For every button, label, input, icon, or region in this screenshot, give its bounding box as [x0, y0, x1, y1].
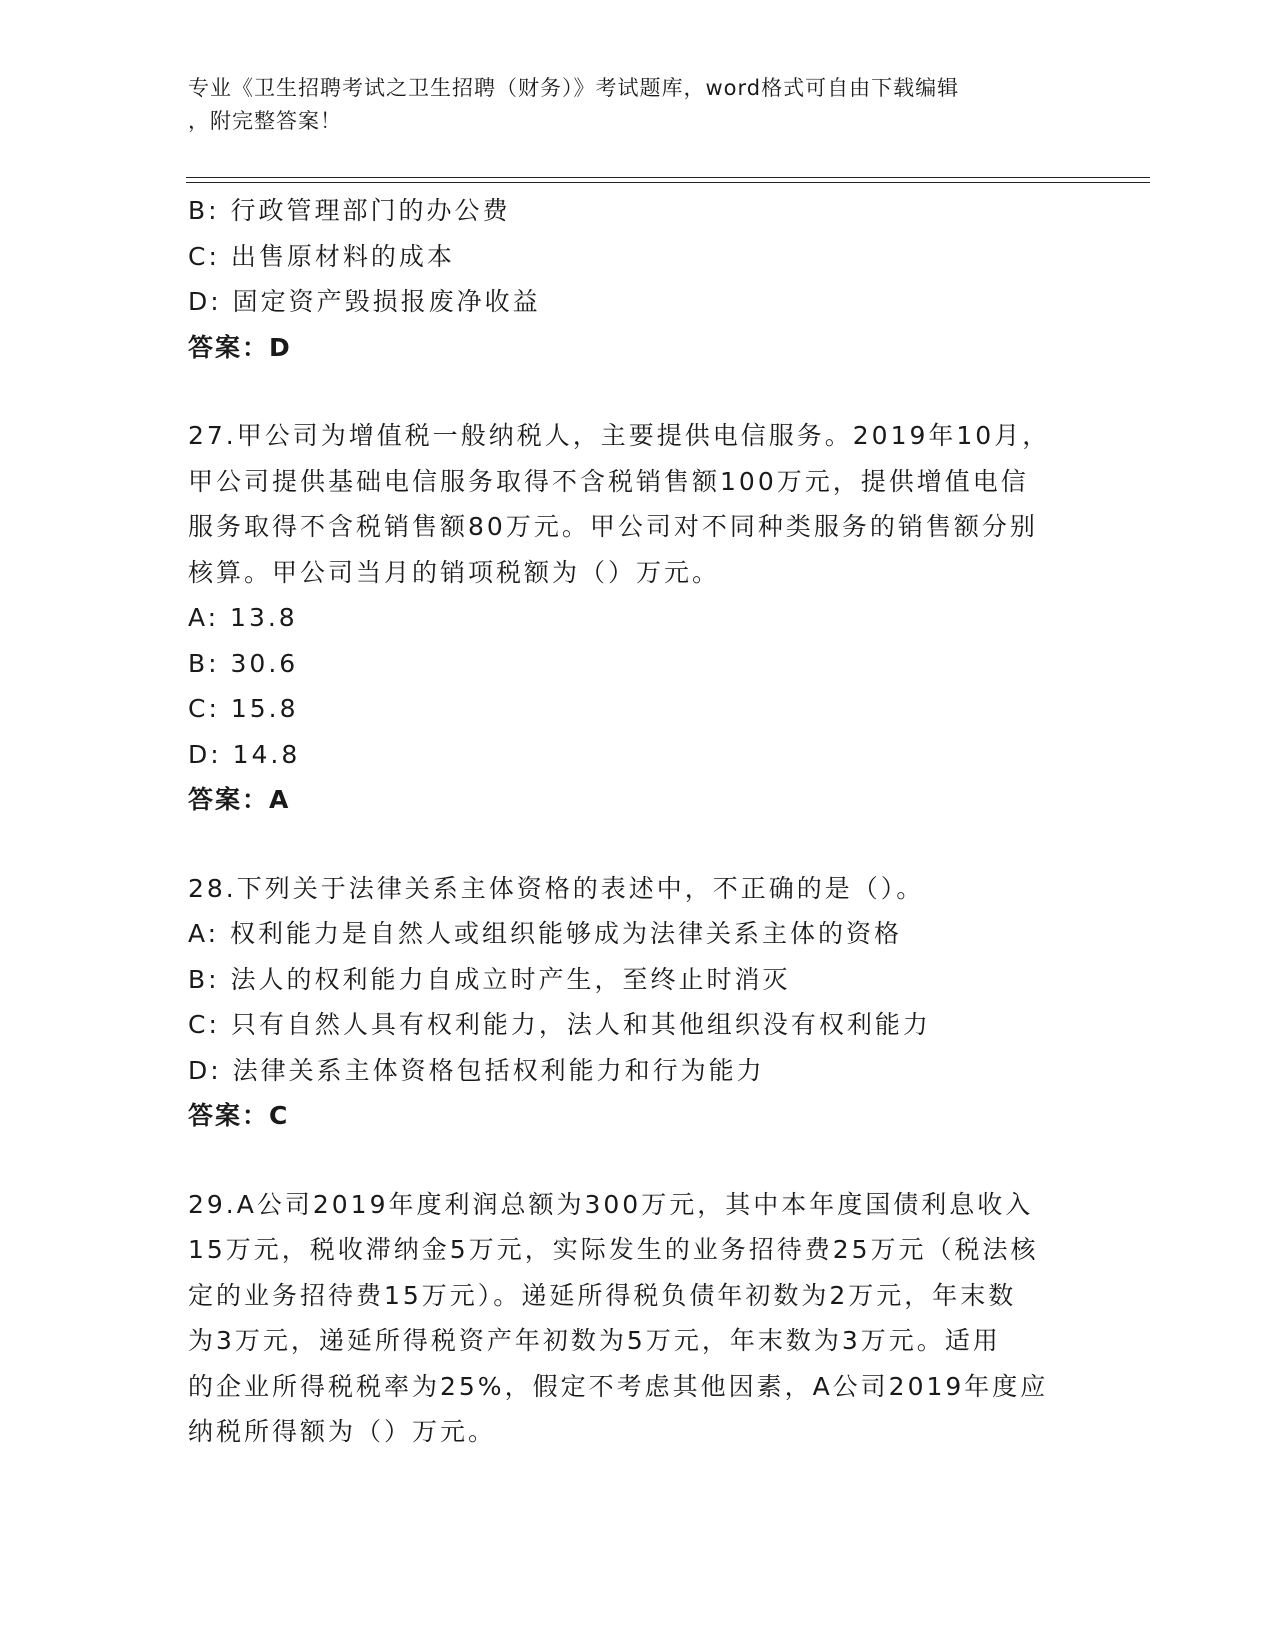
question-line: 29.A公司2019年度利润总额为300万元，其中本年度国债利息收入: [188, 1189, 1034, 1219]
question-28: [188, 866, 1088, 1139]
question-text: [188, 413, 1088, 595]
header-rule-top: [186, 177, 1150, 178]
option-b: B: 30.6: [188, 648, 299, 678]
question-line: 15万元，税收滞纳金5万元，实际发生的业务招待费25万元（税法核: [188, 1235, 1039, 1264]
question-line: 甲公司提供基础电信服务取得不含税销售额100万元，提供增值电信: [188, 466, 1029, 496]
option-a: A: 权利能力是自然人或组织能够成为法律关系主体的资格: [188, 919, 903, 948]
question-text: [188, 1182, 1088, 1455]
header-line-2: ，附完整答案！: [188, 109, 342, 133]
question-line: 定的业务招待费15万元）。递延所得税负债年初数为2万元，年末数: [188, 1280, 1017, 1310]
option-d: D: 法律关系主体资格包括权利能力和行为能力: [188, 1055, 765, 1085]
option-c: C: 只有自然人具有权利能力，法人和其他组织没有权利能力: [188, 1010, 931, 1039]
option-c: C: 出售原材料的成本: [188, 241, 455, 271]
option-c: C: 15.8: [188, 694, 299, 723]
document-header: [188, 72, 1088, 138]
question-line: 28.下列关于法律关系主体资格的表述中，不正确的是（）。: [188, 873, 925, 903]
header-rule-bottom: [186, 182, 1150, 183]
option-d: D: 固定资产毁损报废净收益: [188, 287, 541, 316]
question-content: [188, 188, 1088, 1455]
question-line: 的企业所得税税率为25%，假定不考虑其他因素，A公司2019年度应: [188, 1371, 1049, 1401]
answer-label: 答案：C: [188, 1101, 290, 1130]
question-29: [188, 1182, 1088, 1455]
question-text: [188, 866, 1088, 912]
question-line: 核算。甲公司当月的销项税额为（）万元。: [188, 557, 721, 587]
question-line: 27.甲公司为增值税一般纳税人，主要提供电信服务。2019年10月，: [188, 421, 1051, 450]
option-b: B: 法人的权利能力自成立时产生，至终止时消灭: [188, 964, 791, 994]
answer-label: 答案：D: [188, 332, 292, 362]
question-line: 为3万元，递延所得税资产年初数为5万元，年末数为3万元。适用: [188, 1326, 1001, 1355]
answer-label: 答案：A: [188, 785, 291, 814]
question-26: [188, 188, 1088, 370]
option-b: B: 行政管理部门的办公费: [188, 196, 511, 225]
option-a: A: 13.8: [188, 603, 298, 632]
header-line-1: 专业《卫生招聘考试之卫生招聘（财务）》考试题库，word格式可自由下载编辑: [188, 76, 960, 100]
question-line: 服务取得不含税销售额80万元。甲公司对不同种类服务的销售额分别: [188, 512, 1038, 541]
question-line: 纳税所得额为（）万元。: [188, 1417, 497, 1446]
option-d: D: 14.8: [188, 739, 301, 769]
question-27: [188, 413, 1088, 823]
